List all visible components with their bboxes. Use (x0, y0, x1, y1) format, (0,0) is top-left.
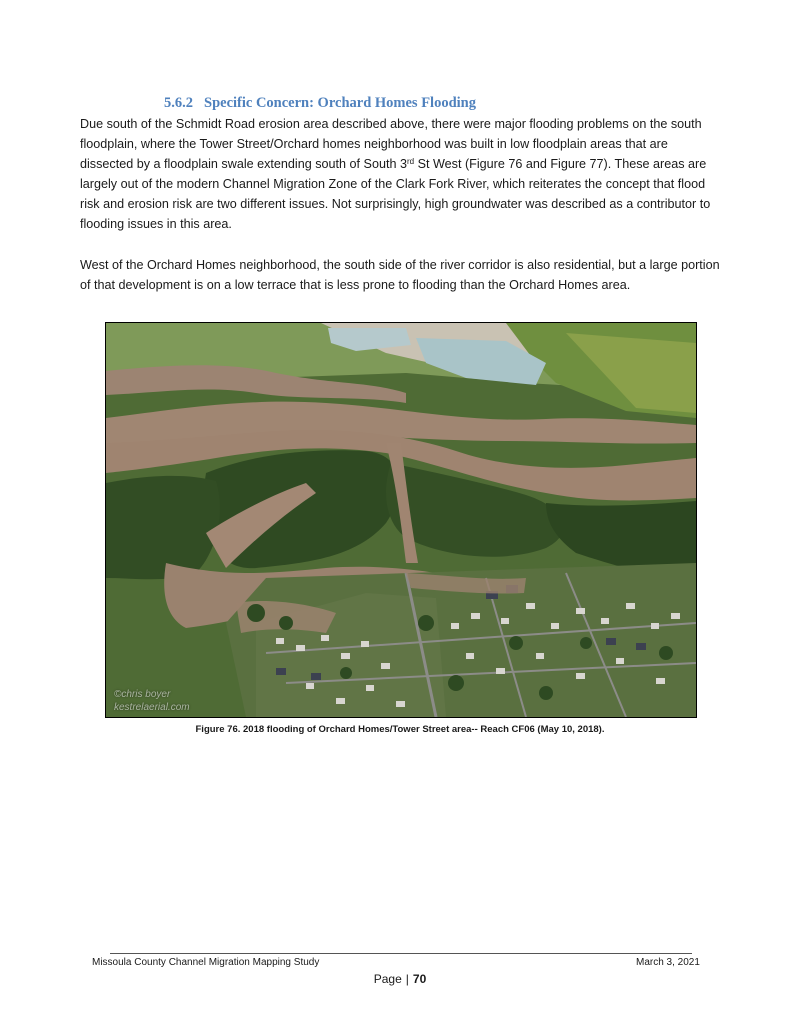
page-label: Page (373, 972, 402, 986)
ordinal-superscript: rd (406, 157, 415, 166)
footer-divider (110, 953, 692, 954)
footer-date: March 3, 2021 (636, 957, 700, 968)
section-title: Specific Concern: Orchard Homes Flooding (204, 95, 476, 111)
paragraph-1-text-b: St West (Figure 76 and Figure 77). These areas are largely out of the modern Channel Migration Zone of the Clark Fork River, which reiterates the concept that flood risk and erosion risk are two different issues. Not surprisingly, high groundwater was described as a contributor to flooding issues in this area. (80, 157, 711, 231)
footer-document-title: Missoula County Channel Migration Mapping Study (92, 957, 320, 968)
page-number (0, 972, 800, 986)
paragraph-1-text-a: Due south of the Schmidt Road erosion area described above, there were major flooding problems on the south floodplain, where the Tower Street/Orchard homes neighborhood was built in low floodplain areas that are dissected by a floodplain swale extending south of South 3 (80, 117, 702, 171)
body-paragraph-2: West of the Orchard Homes neighborhood, the south side of the river corridor is also residential, but a large portion of that development is on a low terrace that is less prone to flooding than the Orchard Homes area. (80, 258, 720, 292)
section-number: 5.6.2 (164, 95, 193, 111)
page-number-value: 70 (412, 972, 427, 986)
section-heading (164, 95, 476, 112)
aerial-photo-illustration (106, 323, 696, 717)
page-separator: | (405, 972, 409, 986)
body-paragraph-1 (80, 114, 720, 234)
photo-credit-name: ©chris boyer (114, 689, 171, 700)
figure-caption: Figure 76. 2018 flooding of Orchard Homes/Tower Street area-- Reach CF06 (May 10, 2018). (195, 724, 605, 735)
photo-credit-site: kestrelaerial.com (114, 702, 190, 713)
aerial-flood-photo (105, 322, 697, 718)
